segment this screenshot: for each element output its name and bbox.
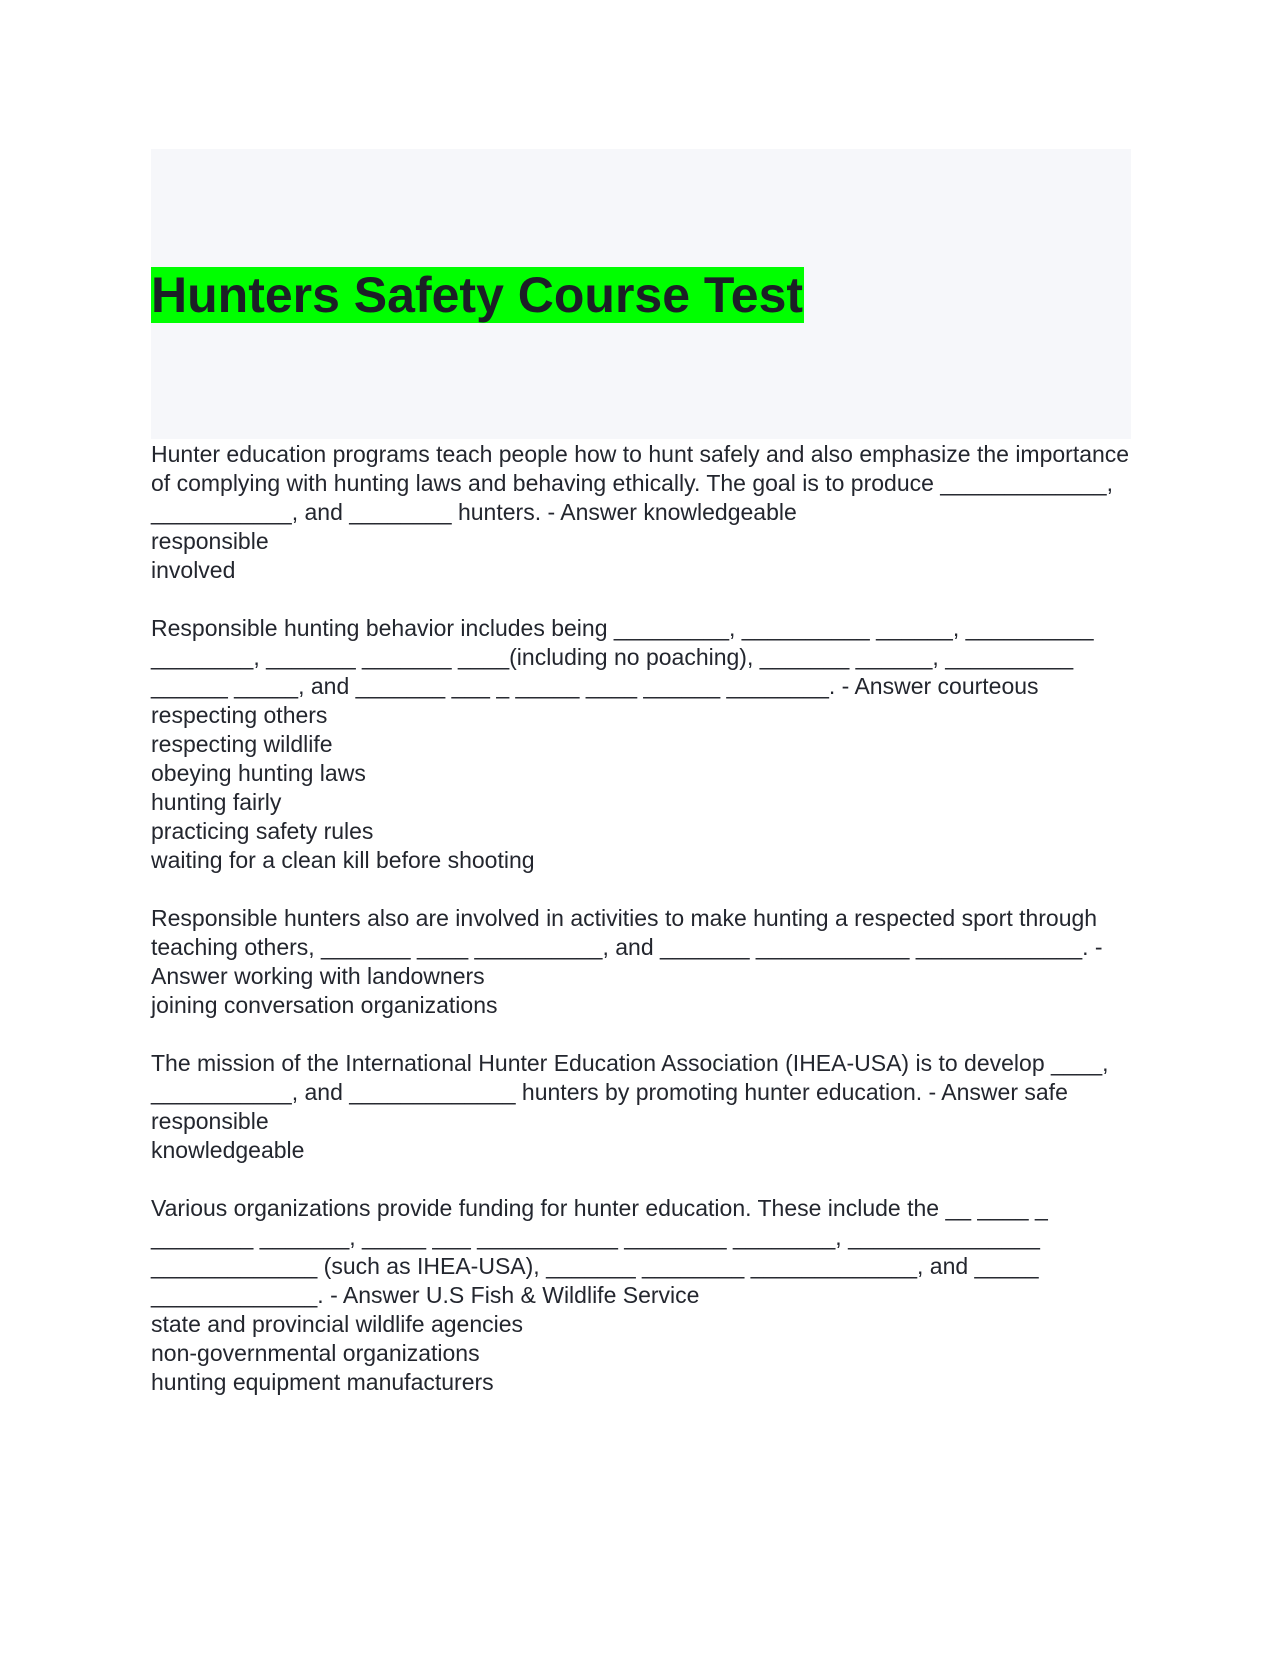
answer-line: respecting others — [151, 702, 328, 728]
question-text: Responsible hunters also are involved in activities to make hunting a respected sport through teaching others, _______ ____ __________, and _______ ____________ _____________. - Answer working with landowners — [151, 905, 1108, 989]
question-text: Responsible hunting behavior includes being _________, __________ ______, __________ ________, _______ _______ ____(including no poaching), _______ ______, __________ ______ _____, and _______ ___ _ _____ ____ ______ ________. - Answer courteous — [151, 615, 1100, 699]
answer-line: practicing safety rules — [151, 818, 374, 844]
question-text: Various organizations provide funding for hunter education. These include the __ ____ _ ________ _______, _____ ___ ___________ ________ ________, _______________ _____________ (such as IHEA-USA), _______ ________ _____________, and _____ _____________. - Answer U.S Fish & Wildlife Service — [151, 1195, 1055, 1308]
question-text: Hunter education programs teach people how to hunt safely and also emphasize the importance of complying with hunting laws and behaving ethically. The goal is to produce _____________, ___________, and ________ hunters. - Answer knowledgeable — [151, 441, 1136, 525]
answer-line: waiting for a clean kill before shooting — [151, 847, 535, 873]
answer-line: knowledgeable — [151, 1137, 305, 1163]
answer-line: responsible — [151, 1108, 269, 1134]
answer-line: responsible — [151, 528, 269, 554]
question-block — [151, 1194, 1141, 1397]
answer-line: state and provincial wildlife agencies — [151, 1311, 524, 1337]
question-block — [151, 904, 1141, 1020]
answer-line: involved — [151, 557, 236, 583]
answer-line: hunting fairly — [151, 789, 282, 815]
question-text: The mission of the International Hunter Education Association (IHEA-USA) is to develop ____, ___________, and _____________ hunters by promoting hunter education. - Answer safe — [151, 1050, 1115, 1105]
question-block — [151, 614, 1141, 875]
question-block — [151, 1049, 1141, 1165]
question-block — [151, 440, 1141, 585]
answer-line: respecting wildlife — [151, 731, 333, 757]
answer-line: non-governmental organizations — [151, 1340, 480, 1366]
answer-line: obeying hunting laws — [151, 760, 366, 786]
answer-line: joining conversation organizations — [151, 992, 498, 1018]
document-title — [151, 266, 804, 324]
answer-line: hunting equipment manufacturers — [151, 1369, 494, 1395]
question-list — [151, 440, 1141, 1426]
document-title-text: Hunters Safety Course Test — [151, 267, 804, 323]
